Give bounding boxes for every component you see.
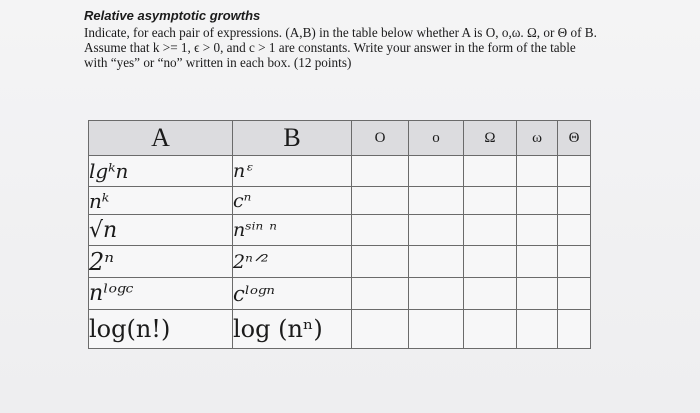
answer-cell[interactable] — [352, 246, 409, 278]
section-heading: Relative asymptotic growths — [84, 8, 261, 23]
answer-cell[interactable] — [409, 187, 464, 215]
cell-a: √n — [89, 215, 233, 246]
table-row — [89, 156, 591, 187]
answer-cell[interactable] — [352, 215, 409, 246]
header-a: A — [89, 121, 233, 156]
instructions — [84, 8, 664, 70]
answer-cell[interactable] — [517, 310, 558, 349]
cell-a: log(n!) — [89, 310, 233, 349]
cell-b: 2ⁿᐟ² — [233, 246, 352, 278]
answer-cell[interactable] — [517, 246, 558, 278]
answer-cell[interactable] — [558, 215, 591, 246]
growth-table — [88, 120, 591, 349]
answer-cell[interactable] — [352, 156, 409, 187]
cell-a: nᵏ — [89, 187, 233, 215]
answer-cell[interactable] — [558, 246, 591, 278]
answer-cell[interactable] — [517, 156, 558, 187]
answer-cell[interactable] — [464, 278, 517, 310]
answer-cell[interactable] — [517, 187, 558, 215]
instruction-line-3: with “yes” or “no” written in each box. (12 points) — [84, 55, 352, 70]
cell-b: cˡᵒᵍⁿ — [233, 278, 352, 310]
table-row — [89, 278, 591, 310]
answer-cell[interactable] — [464, 187, 517, 215]
cell-b: log (nⁿ) — [233, 310, 352, 349]
answer-cell[interactable] — [517, 215, 558, 246]
answer-cell[interactable] — [352, 187, 409, 215]
table-row — [89, 246, 591, 278]
answer-cell[interactable] — [409, 215, 464, 246]
answer-cell[interactable] — [558, 187, 591, 215]
table-row — [89, 310, 591, 349]
cell-a: nˡᵒᵍᶜ — [89, 278, 233, 310]
cell-a: 2ⁿ — [89, 246, 233, 278]
header-row — [89, 121, 591, 156]
answer-cell[interactable] — [558, 278, 591, 310]
header-theta: Θ — [558, 121, 591, 156]
header-big-o: O — [352, 121, 409, 156]
answer-cell[interactable] — [517, 278, 558, 310]
answer-cell[interactable] — [464, 310, 517, 349]
answer-cell[interactable] — [352, 278, 409, 310]
answer-cell[interactable] — [558, 310, 591, 349]
header-big-omega: Ω — [464, 121, 517, 156]
cell-b: cⁿ — [233, 187, 352, 215]
cell-b: nᵋ — [233, 156, 352, 187]
cell-b: nˢⁱⁿ ⁿ — [233, 215, 352, 246]
instruction-line-2: Assume that k >= 1, ϵ > 0, and c > 1 are constants. Write your answer in the form of the table — [84, 40, 576, 55]
table-row — [89, 215, 591, 246]
cell-a: lgᵏn — [89, 156, 233, 187]
header-little-o: o — [409, 121, 464, 156]
answer-cell[interactable] — [409, 156, 464, 187]
answer-cell[interactable] — [409, 278, 464, 310]
header-little-omega: ω — [517, 121, 558, 156]
answer-cell[interactable] — [409, 310, 464, 349]
answer-cell[interactable] — [558, 156, 591, 187]
answer-cell[interactable] — [464, 215, 517, 246]
answer-cell[interactable] — [352, 310, 409, 349]
answer-cell[interactable] — [464, 156, 517, 187]
answer-cell[interactable] — [409, 246, 464, 278]
table-row — [89, 187, 591, 215]
header-b: B — [233, 121, 352, 156]
instruction-line-1: Indicate, for each pair of expressions. (A,B) in the table below whether A is O, o,ω. Ω, or Θ of B. — [84, 25, 597, 40]
answer-cell[interactable] — [464, 246, 517, 278]
